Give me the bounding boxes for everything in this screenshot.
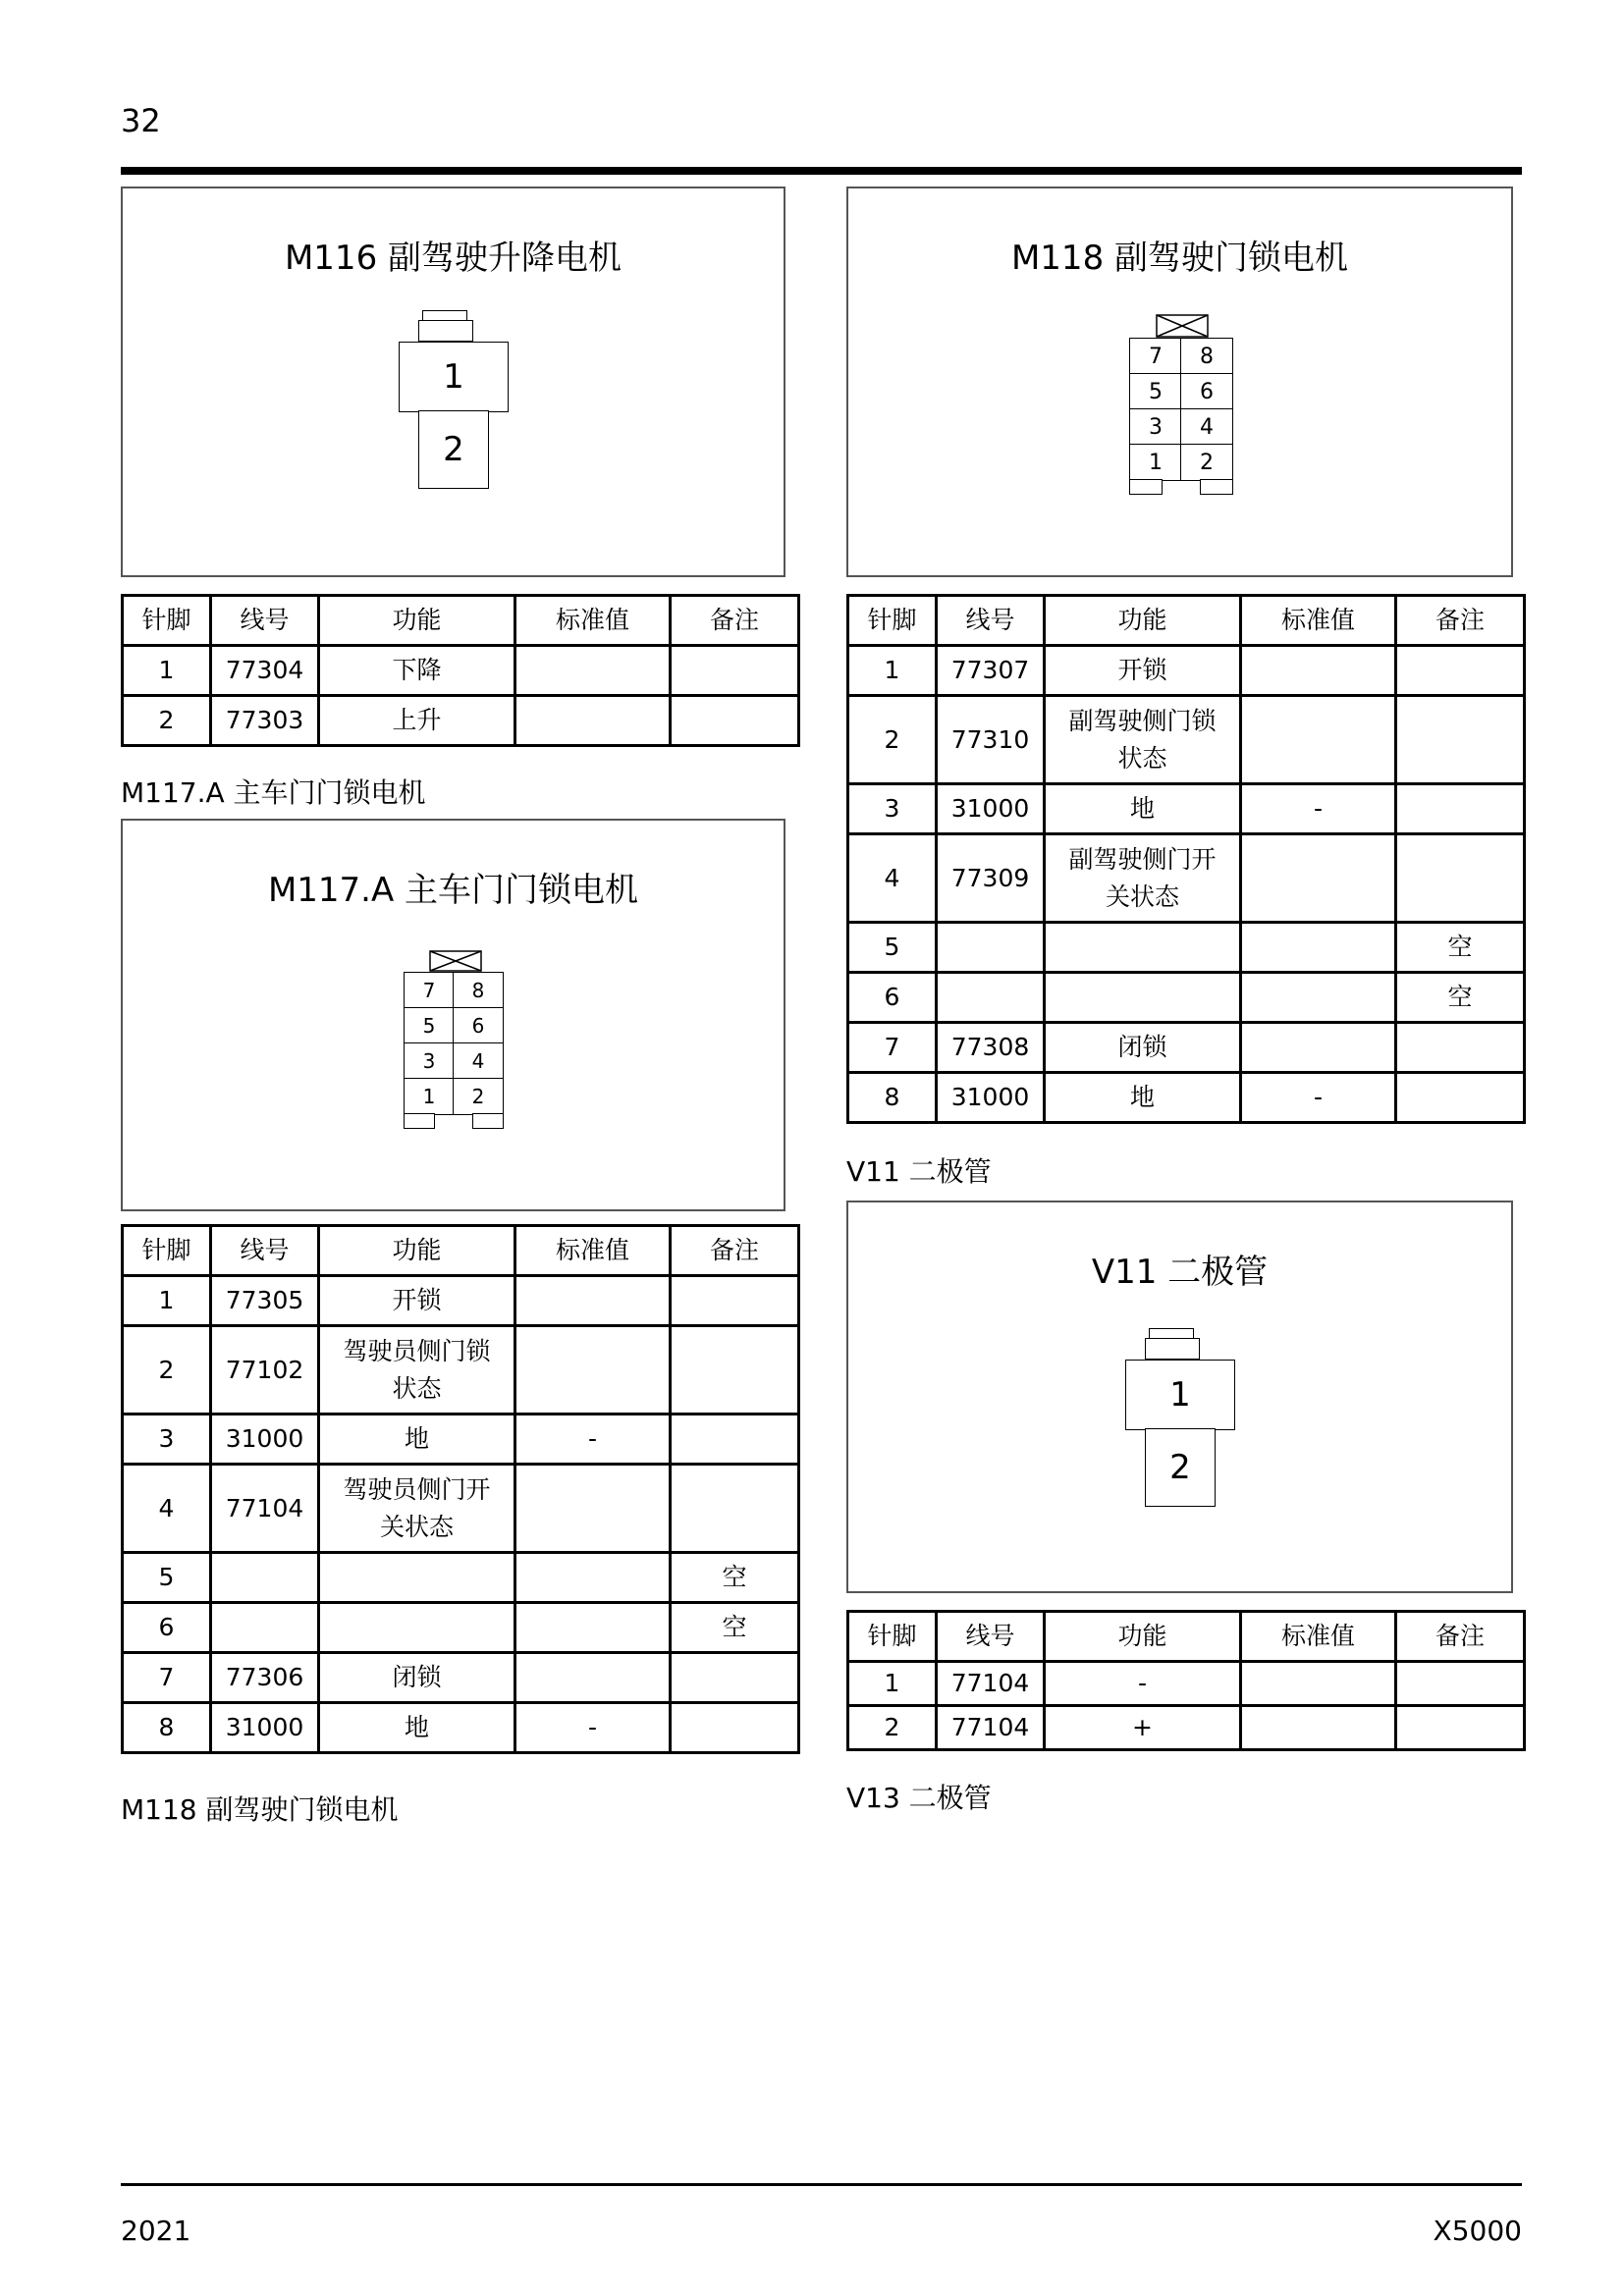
connector-latch-body [418,320,473,342]
cell-pin: 7 [848,1023,937,1073]
footer-model: X5000 [1433,2215,1522,2247]
cell-standard: - [515,1415,671,1465]
col-wire: 线号 [211,596,319,646]
cell-pin: 4 [123,1465,211,1553]
cell-remark: 空 [1396,923,1525,973]
cell-wire [211,1603,319,1653]
m118-pin-table [846,594,1526,1124]
cell-function-line: 关状态 [1105,881,1179,911]
table-row [848,1073,1525,1123]
connector-latch-body [1145,1338,1200,1360]
cell-standard [515,696,671,746]
connector-foot [1200,479,1233,495]
col-function: 功能 [1045,596,1241,646]
connector-pin-2: 2 [453,1078,504,1115]
cell-function: 地 [1045,1073,1241,1123]
cell-function [319,1553,515,1603]
table-row [123,696,799,746]
m117a-pin-table [121,1224,800,1754]
cell-standard [515,1276,671,1326]
col-function: 功能 [319,596,515,646]
table-row [123,1553,799,1603]
cell-function [319,1465,515,1553]
cell-wire [211,1553,319,1603]
table-row [848,1662,1525,1706]
col-function: 功能 [319,1226,515,1276]
cell-wire: 77309 [937,834,1045,923]
table-row [848,834,1525,923]
cell-pin: 1 [123,646,211,696]
table-row [123,646,799,696]
cell-standard [1241,696,1396,784]
cell-function: 地 [1045,784,1241,834]
cell-function [319,1326,515,1415]
cell-wire: 31000 [211,1703,319,1753]
connector-pin-4: 4 [453,1042,504,1080]
table-row [123,1703,799,1753]
cell-function-line: 关状态 [379,1512,454,1541]
connector-foot [472,1113,504,1129]
cell-standard [1241,1706,1396,1750]
col-standard: 标准值 [1241,596,1396,646]
connector-foot [1129,479,1163,495]
cell-pin: 5 [848,923,937,973]
v11-caption: V11 二极管 [846,1155,992,1188]
connector-pin-2: 2 [418,410,489,489]
col-pin: 针脚 [848,596,937,646]
cell-remark: 空 [671,1603,799,1653]
cell-remark [1396,1073,1525,1123]
v11-diagram-box [846,1201,1513,1593]
cell-pin: 1 [123,1276,211,1326]
cell-pin: 1 [848,1662,937,1706]
cell-wire: 77104 [937,1706,1045,1750]
cell-standard [1241,646,1396,696]
cell-function: - [1045,1662,1241,1706]
cell-pin: 2 [848,696,937,784]
col-standard: 标准值 [515,596,671,646]
v11-title: V11 二极管 [1091,1253,1269,1292]
connector-latch-icon [1156,314,1211,340]
m116-title: M116 副驾驶升降电机 [284,239,623,278]
cell-standard [1241,1023,1396,1073]
cell-standard [515,646,671,696]
connector-pin-1: 1 [1125,1360,1235,1430]
v11-pin-table [846,1610,1526,1751]
table-header-row [848,596,1525,646]
table-row [123,1465,799,1553]
col-pin: 针脚 [123,1226,211,1276]
cell-remark [1396,1023,1525,1073]
cell-function: 开锁 [1045,646,1241,696]
cell-wire: 31000 [211,1415,319,1465]
cell-remark [671,1415,799,1465]
footer-rule [121,2183,1522,2186]
cell-remark [671,1653,799,1703]
table-row [848,696,1525,784]
table-row [123,1653,799,1703]
cell-remark [1396,834,1525,923]
cell-function: 上升 [319,696,515,746]
cell-function-line: 状态 [1117,743,1167,773]
cell-function [1045,834,1241,923]
col-function: 功能 [1045,1612,1241,1662]
cell-remark [1396,1662,1525,1706]
cell-function: 下降 [319,646,515,696]
m117a-title: M117.A 主车门门锁电机 [267,871,639,910]
cell-wire: 77305 [211,1276,319,1326]
cell-wire: 31000 [937,784,1045,834]
col-standard: 标准值 [515,1226,671,1276]
cell-remark [1396,784,1525,834]
cell-function: + [1045,1706,1241,1750]
cell-function [1045,696,1241,784]
cell-wire: 77303 [211,696,319,746]
table-header-row [123,1226,799,1276]
connector-pin-2: 2 [1145,1428,1216,1507]
connector-pin-6: 6 [453,1007,504,1044]
m118-diagram-box [846,187,1513,577]
table-row [848,784,1525,834]
cell-standard [1241,1662,1396,1706]
m116-connector [399,310,513,516]
table-row [123,1415,799,1465]
col-remark: 备注 [671,1226,799,1276]
cell-function: 闭锁 [319,1653,515,1703]
cell-wire: 77306 [211,1653,319,1703]
page-number: 32 [121,102,161,139]
cell-pin: 6 [848,973,937,1023]
cell-wire: 77104 [211,1465,319,1553]
m116-diagram-box [121,187,785,577]
cell-pin: 5 [123,1553,211,1603]
cell-function-line: 副驾驶侧门开 [1068,844,1217,874]
connector-pin-8: 8 [453,972,504,1009]
cell-pin: 2 [123,1326,211,1415]
cell-remark [671,1703,799,1753]
table-row [848,1023,1525,1073]
cell-pin: 4 [848,834,937,923]
connector-pin-7: 7 [404,972,455,1009]
col-pin: 针脚 [848,1612,937,1662]
connector-pin-7: 7 [1129,338,1182,375]
cell-pin: 1 [848,646,937,696]
m117a-diagram-box [121,819,785,1211]
cell-function-line: 状态 [392,1373,442,1403]
cell-standard [515,1553,671,1603]
cell-wire: 77308 [937,1023,1045,1073]
v13-caption: V13 二极管 [846,1782,992,1814]
col-remark: 备注 [671,596,799,646]
cell-wire: 77307 [937,646,1045,696]
m117a-connector [404,950,512,1147]
table-row [123,1603,799,1653]
connector-pin-2: 2 [1180,444,1233,481]
connector-pin-5: 5 [1129,373,1182,410]
table-header-row [848,1612,1525,1662]
m118-connector [1129,314,1237,520]
cell-function-line: 驾驶员侧门锁 [343,1336,491,1365]
col-remark: 备注 [1396,596,1525,646]
cell-pin: 8 [848,1073,937,1123]
cell-remark [671,696,799,746]
cell-function: 闭锁 [1045,1023,1241,1073]
cell-remark [1396,646,1525,696]
cell-standard: - [1241,784,1396,834]
col-standard: 标准值 [1241,1612,1396,1662]
cell-function [1045,923,1241,973]
cell-function-line: 驾驶员侧门开 [343,1474,491,1504]
cell-remark: 空 [671,1553,799,1603]
cell-standard [515,1465,671,1553]
connector-latch-icon [429,950,484,974]
cell-remark [671,1326,799,1415]
table-row [848,646,1525,696]
connector-pin-8: 8 [1180,338,1233,375]
m118-caption: M118 副驾驶门锁电机 [121,1793,399,1826]
cell-function [319,1603,515,1653]
cell-standard [1241,973,1396,1023]
cell-function: 开锁 [319,1276,515,1326]
cell-remark [1396,696,1525,784]
cell-remark: 空 [1396,973,1525,1023]
table-row [848,973,1525,1023]
m117a-caption: M117.A 主车门门锁电机 [121,776,426,809]
cell-wire [937,973,1045,1023]
table-header-row [123,596,799,646]
cell-standard [515,1326,671,1415]
cell-pin: 2 [123,696,211,746]
cell-wire: 77310 [937,696,1045,784]
cell-standard [515,1603,671,1653]
cell-standard [1241,834,1396,923]
col-pin: 针脚 [123,596,211,646]
col-wire: 线号 [937,1612,1045,1662]
table-row [123,1326,799,1415]
table-row [848,1706,1525,1750]
connector-pin-3: 3 [1129,408,1182,446]
cell-remark [671,646,799,696]
cell-pin: 6 [123,1603,211,1653]
cell-standard: - [515,1703,671,1753]
cell-standard [515,1653,671,1703]
cell-pin: 7 [123,1653,211,1703]
m118-title: M118 副驾驶门锁电机 [1010,239,1349,278]
cell-wire: 77102 [211,1326,319,1415]
cell-pin: 2 [848,1706,937,1750]
col-wire: 线号 [211,1226,319,1276]
header-rule [121,167,1522,175]
cell-pin: 3 [848,784,937,834]
cell-function: 地 [319,1415,515,1465]
m116-pin-table [121,594,800,747]
cell-remark [671,1276,799,1326]
cell-remark [671,1465,799,1553]
cell-wire [937,923,1045,973]
cell-standard [1241,923,1396,973]
connector-foot [404,1113,435,1129]
connector-pin-1: 1 [399,342,509,412]
cell-function-line: 副驾驶侧门锁 [1068,706,1217,735]
cell-pin: 3 [123,1415,211,1465]
footer-year: 2021 [121,2215,191,2247]
cell-function: 地 [319,1703,515,1753]
cell-standard: - [1241,1073,1396,1123]
connector-pin-3: 3 [404,1042,455,1080]
cell-wire: 77304 [211,646,319,696]
connector-pin-1: 1 [404,1078,455,1115]
cell-wire: 77104 [937,1662,1045,1706]
v11-connector [1125,1328,1239,1534]
table-row [123,1276,799,1326]
table-row [848,923,1525,973]
connector-pin-1: 1 [1129,444,1182,481]
connector-pin-5: 5 [404,1007,455,1044]
cell-pin: 8 [123,1703,211,1753]
col-wire: 线号 [937,596,1045,646]
col-remark: 备注 [1396,1612,1525,1662]
cell-wire: 31000 [937,1073,1045,1123]
connector-pin-4: 4 [1180,408,1233,446]
cell-remark [1396,1706,1525,1750]
cell-function [1045,973,1241,1023]
connector-pin-6: 6 [1180,373,1233,410]
